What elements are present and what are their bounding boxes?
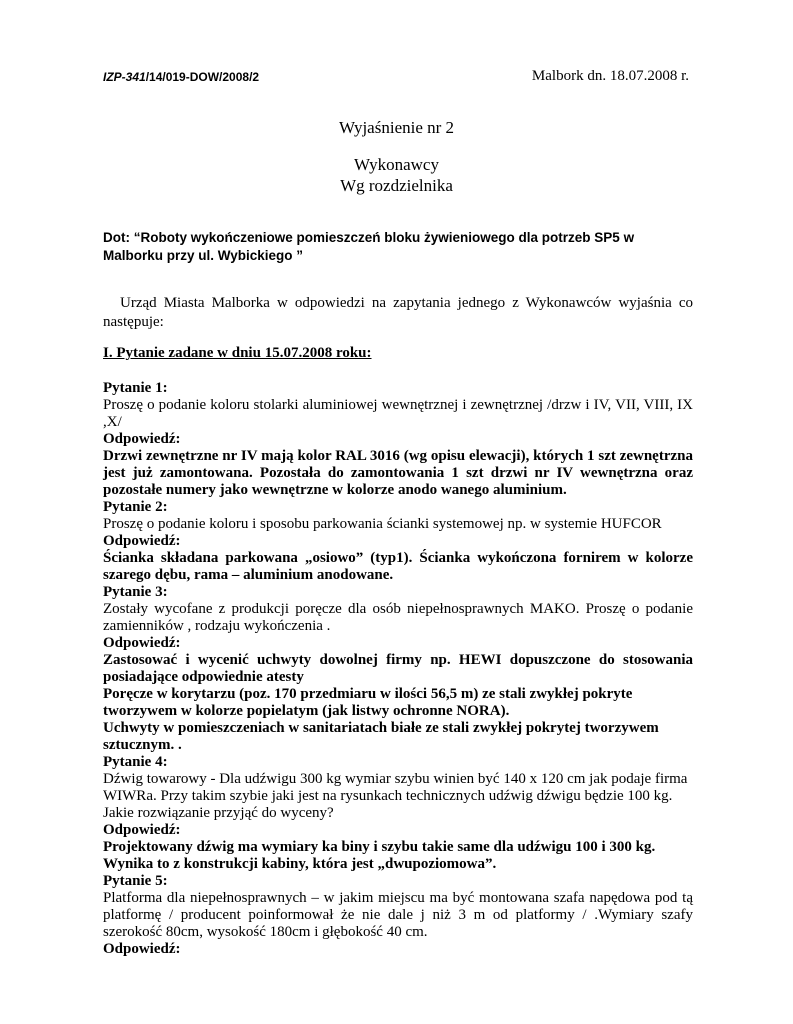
question-answer-list	[103, 380, 693, 958]
answer-text: Zastosować i wycenić uchwyty dowolnej firmy np. HEWI dopuszczone do stosowania posiadające odpowiednie atesty	[103, 652, 693, 685]
question-label: Pytanie 5:	[103, 873, 168, 889]
answer-label: Odpowiedź:	[103, 431, 181, 447]
question-text: Dźwig towarowy - Dla udźwigu 300 kg wymiar szybu winien być 140 x 120 cm jak podaje firma WIWRa. Przy takim szybie jaki jest na rysunkach technicznych udźwig dźwigu będzie 100 kg. Jakie rozwiązanie przyjąć do wyceny?	[103, 771, 688, 821]
answer-text: Projektowany dźwig ma wymiary ka biny i szybu takie same dla udźwigu 100 i 300 kg. Wynika to z konstrukcji kabiny, która jest „dwupoziomowa”.	[103, 839, 656, 872]
question-text: Platforma dla niepełnosprawnych – w jakim miejscu ma być montowana szafa napędowa pod tą platformę / producent poinformował że nie dale j niż 3 m od platformy / .Wymiary szafy szerokość 80cm, wysokość 180cm i głębokość 40 cm.	[103, 890, 693, 940]
question-label: Pytanie 3:	[103, 584, 168, 600]
recipient-line-1: Wykonawcy	[354, 155, 439, 174]
answer-label: Odpowiedź:	[103, 941, 181, 957]
question-label: Pytanie 2:	[103, 499, 168, 515]
question-label: Pytanie 1:	[103, 380, 168, 396]
section-heading: I. Pytanie zadane w dniu 15.07.2008 roku:	[103, 345, 372, 361]
question-text: Zostały wycofane z produkcji poręcze dla osób niepełnosprawnych MAKO. Proszę o podanie zamienników , rodzaju wykończenia .	[103, 601, 693, 634]
document-date: Malbork dn. 18.07.2008 r.	[531, 68, 689, 84]
answer-text: Drzwi zewnętrzne nr IV mają kolor RAL 3016 (wg opisu elewacji), których 1 szt zewnętrzna jest już zamontowana. Pozostała do zamontowania 1 szt drzwi nr IV wewnętrzna oraz pozostałe numery jako wewnętrzne w kolorze anodo wanego aluminium.	[103, 448, 693, 498]
intro-paragraph: Urząd Miasta Malborka w odpowiedzi na zapytania jednego z Wykonawców wyjaśnia co następuje:	[103, 295, 693, 330]
answer-text: Poręcze w korytarzu (poz. 170 przedmiaru w ilości 56,5 m) ze stali zwykłej pokryte tworzywem w kolorze popielatym (jak listwy ochronne NORA).	[103, 686, 633, 719]
answer-label: Odpowiedź:	[103, 635, 181, 651]
reference-suffix: /14/019-DOW/2008/2	[145, 70, 260, 84]
subject-line: Dot: “Roboty wykończeniowe pomieszczeń bloku żywieniowego dla potrzeb SP5 w Malborku przy ul. Wybickiego ”	[103, 230, 635, 263]
question-text: Proszę o podanie koloru stolarki aluminiowej wewnętrznej i zewnętrznej /drzw i IV, VII, VIII, IX ,X/	[103, 397, 693, 430]
reference-number	[103, 70, 259, 84]
answer-label: Odpowiedź:	[103, 533, 181, 549]
recipient-line-2: Wg rozdzielnika	[340, 176, 453, 195]
question-text: Proszę o podanie koloru i sposobu parkowania ścianki systemowej np. w systemie HUFCOR	[103, 516, 662, 532]
reference-prefix: IZP-341	[103, 70, 146, 84]
document-title: Wyjaśnienie nr 2	[338, 118, 455, 137]
answer-text: Ścianka składana parkowana „osiowo” (typ1). Ścianka wykończona fornirem w kolorze szarego dębu, rama – aluminium anodowane.	[103, 550, 693, 583]
answer-text: Uchwyty w pomieszczeniach w sanitariatach białe ze stali zwykłej pokrytej tworzywem sztucznym. .	[103, 720, 659, 753]
question-label: Pytanie 4:	[103, 754, 168, 770]
answer-label: Odpowiedź:	[103, 822, 181, 838]
